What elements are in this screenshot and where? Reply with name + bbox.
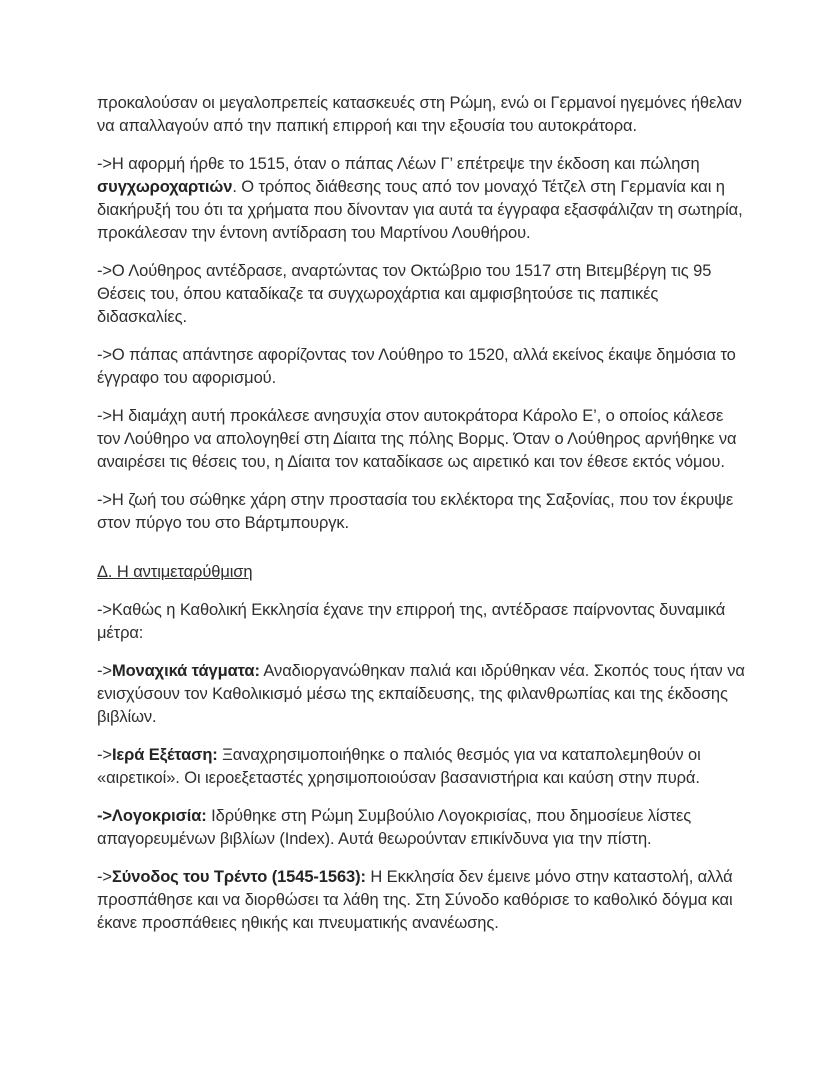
paragraph <box>97 405 747 474</box>
bold-text-run: ->Λογοκρισία: <box>97 807 207 825</box>
text-run: ->Η ζωή του σώθηκε χάρη στην προστασία του εκλέκτορα της Σαξονίας, που τον έκρυψε στον πύργο του στο Βάρτμπουργκ. <box>97 491 734 532</box>
document-body <box>97 92 747 950</box>
text-run: Αναδιοργανώθηκαν παλιά και ιδρύθηκαν νέα. Σκοπός τους ήταν να ενισχύσουν τον Καθολικισμό μέσω της εκπαίδευσης, της φιλανθρωπίας και της έκδοσης βιβλίων. <box>97 662 745 726</box>
bold-text-run: συγχωροχαρτιών <box>97 178 233 196</box>
paragraph <box>97 660 747 729</box>
text-run: Ξαναχρησιμοποιήθηκε ο παλιός θεσμός για να καταπολεμηθούν οι «αιρετικοί». Οι ιεροεξεταστές χρησιμοποιούσαν βασανιστήρια και καύση στην πυρά. <box>97 746 701 787</box>
paragraph <box>97 744 747 790</box>
text-run: . Ο τρόπος διάθεσης τους από τον μοναχό Τέτζελ στη Γερμανία και η διακήρυξή του ότι τα χρήματα που δίνονταν για αυτά τα έγγραφα εξασφάλιζαν τη σωτηρία, προκάλεσαν την έντονη αντίδραση του Μαρτίνου Λουθήρου. <box>97 178 743 242</box>
text-run: Δ. Η αντιμεταρύθμιση <box>97 563 253 581</box>
bold-text-run: Μοναχικά τάγματα: <box>111 662 260 680</box>
paragraph <box>97 866 747 935</box>
text-run: Η Εκκλησία δεν έμεινε μόνο στην καταστολή, αλλά προσπάθησε και να διορθώσει τα λάθη της. Στη Σύνοδο καθόρισε το καθολικό δόγμα και έκανε προσπάθειες ηθικής και πνευματικής ανανέωσης. <box>97 868 733 932</box>
paragraph <box>97 92 747 138</box>
text-run: προκαλούσαν οι μεγαλοπρεπείς κατασκευές στη Ρώμη, ενώ οι Γερμανοί ηγεμόνες ήθελαν να απαλλαγούν από την παπική επιρροή και την εξουσία του αυτοκράτορα. <box>97 94 742 135</box>
text-run: -> <box>97 746 112 764</box>
text-run: ->Η αφορμή ήρθε το 1515, όταν ο πάπας Λέων Γ’ επέτρεψε την έκδοση και πώληση <box>97 155 700 173</box>
paragraph <box>97 489 747 535</box>
paragraph <box>97 344 747 390</box>
section-heading <box>97 561 747 584</box>
bold-text-run: Σύνοδος του Τρέντο (1545-1563): <box>111 868 366 886</box>
text-run: ->Ο Λούθηρος αντέδρασε, αναρτώντας τον Οκτώβριο του 1517 στη Βιτεμβέργη τις 95 Θέσεις του, όπου καταδίκαζε τα συγχωροχάρτια και αμφισβητούσε τις παπικές διδασκαλίες. <box>97 262 712 326</box>
paragraph <box>97 260 747 329</box>
bold-text-run: Ιερά Εξέταση: <box>111 746 218 764</box>
paragraph <box>97 153 747 245</box>
text-run: -> <box>97 662 112 680</box>
paragraph <box>97 805 747 851</box>
text-run: Ιδρύθηκε στη Ρώμη Συμβούλιο Λογοκρισίας, που δημοσίευε λίστες απαγορευμένων βιβλίων (Index). Αυτά θεωρούνταν επικίνδυνα για την πίστη. <box>97 807 692 848</box>
paragraph <box>97 599 747 645</box>
text-run: ->Ο πάπας απάντησε αφορίζοντας τον Λούθηρο το 1520, αλλά εκείνος έκαψε δημόσια το έγγραφο του αφορισμού. <box>97 346 736 387</box>
text-run: ->Καθώς η Καθολική Εκκλησία έχανε την επιρροή της, αντέδρασε παίρνοντας δυναμικά μέτρα: <box>97 601 726 642</box>
text-run: ->Η διαμάχη αυτή προκάλεσε ανησυχία στον αυτοκράτορα Κάρολο Ε’, ο οποίος κάλεσε τον Λούθηρο να απολογηθεί στη Δίαιτα της πόλης Βορμς. Όταν ο Λούθηρος αρνήθηκε να αναιρέσει τις θέσεις του, η Δίαιτα τον καταδίκασε ως αιρετικό και τον έθεσε εκτός νόμου. <box>97 407 737 471</box>
text-run: -> <box>97 868 112 886</box>
